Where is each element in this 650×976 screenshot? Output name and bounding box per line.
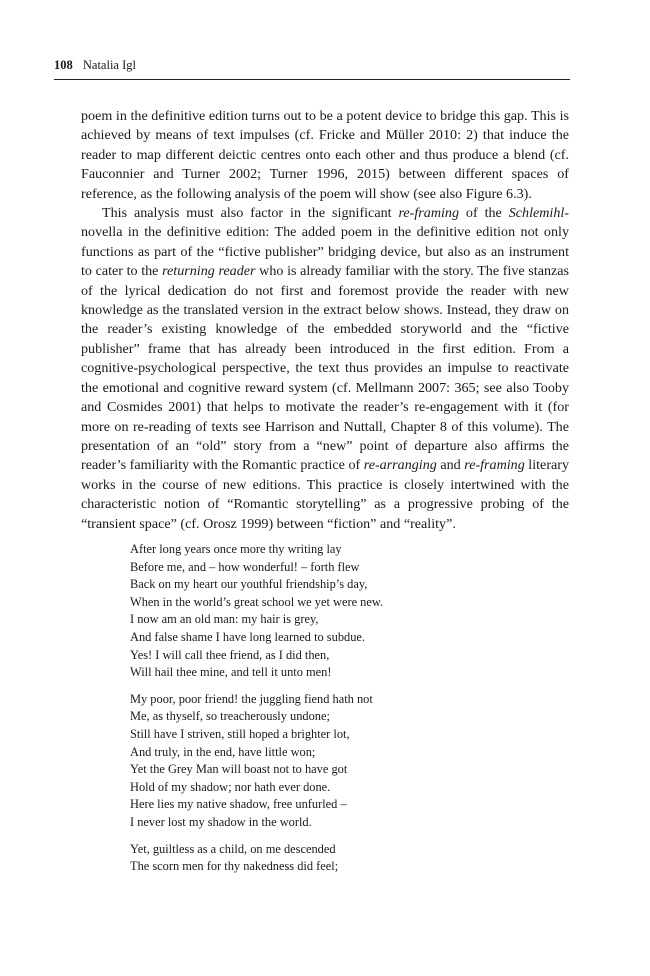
italic-text: Schlemihl- <box>508 205 570 222</box>
poem-line: Yet the Grey Man will boast not to have got <box>130 762 348 777</box>
italic-text: returning reader <box>162 263 256 280</box>
text-run: poem in the definitive edition turns out to be a potent device to bridge this gap. This is achieved by means of text impulses (cf. Fricke and Müller 2010: 2) that induce the reader to map different deictic centres onto each other and thus produce a blend (cf. Fauconnier and Turner 2002; Turner 1996, 2015) between different spaces of reference, as the following analysis of the poem will show (see also Figure 6.3). <box>81 108 569 202</box>
poem-line: Still have I striven, still hoped a brighter lot, <box>130 726 350 741</box>
poem-line: I now am an old man: my hair is grey, <box>130 612 319 627</box>
poem-line: Yes! I will call thee friend, as I did then, <box>130 647 330 662</box>
poem-stanza <box>130 541 550 682</box>
poem-line: Back on my heart our youthful friendship’s day, <box>130 577 368 592</box>
text-run: literary works in the course of new editions. This practice is closely intertwined with the characteristic notion of “Romantic storytelling” as a progressive probing of the “transient space” (cf. Orosz 1999) between “fiction” and “reality”. <box>81 457 570 532</box>
italic-text: re-framing <box>398 205 460 222</box>
poem-extract <box>130 541 550 885</box>
text-run: and <box>436 457 465 474</box>
poem-line: And false shame I have long learned to subdue. <box>130 629 366 644</box>
poem-line: The scorn men for thy nakedness did feel; <box>130 859 339 874</box>
poem-line: I never lost my shadow in the world. <box>130 814 312 829</box>
text-run: of the <box>459 205 509 222</box>
poem-line: And truly, in the end, have little won; <box>130 744 316 759</box>
poem-line: Me, as thyself, so treacherously undone; <box>130 709 330 724</box>
body-paragraph <box>81 107 569 204</box>
poem-line: When in the world’s great school we yet were new. <box>130 594 384 609</box>
body-paragraph <box>81 204 569 534</box>
italic-text: re-framing <box>464 457 525 474</box>
page-number: 108 <box>54 58 73 72</box>
poem-line: After long years once more thy writing lay <box>130 542 342 556</box>
poem-stanza <box>130 841 550 876</box>
poem-line: Yet, guiltless as a child, on me descended <box>130 841 336 856</box>
poem-line: Here lies my native shadow, free unfurled – <box>130 797 347 812</box>
poem-line: Hold of my shadow; nor hath ever done. <box>130 779 331 794</box>
poem-line: My poor, poor friend! the juggling fiend hath not <box>130 691 373 706</box>
italic-text: re-arranging <box>363 457 437 474</box>
body-text <box>81 107 569 534</box>
text-run: This analysis must also factor in the significant <box>102 205 399 222</box>
poem-line: Before me, and – how wonderful! – forth flew <box>130 559 360 574</box>
running-header <box>54 58 570 80</box>
poem-line: Will hail thee mine, and tell it unto men! <box>130 665 332 680</box>
text-run: novella in the definitive edition: The added poem in the definitive edition not only functions as part of the “fictive publisher” bridging device, but also as an instrument to cater to the <box>81 224 569 280</box>
running-header-author: Natalia Igl <box>82 58 136 72</box>
text-run: who is already familiar with the story. The five stanzas of the lyrical dedication do not first and foremost provide the reader with new knowledge as the translated version in the extract below shows. Instead, they draw on the reader’s existing knowledge of the embedded storyworld and the “fictive publisher” frame that has already been introduced in the first edition. From a cognitive-psychological perspective, the text thus provides an impulse to reactivate the emotional and cognitive reward system (cf. Mellmann 2007: 365; see also Tooby and Cosmides 2001) that helps to motivate the reader’s re-engagement with it (for more on re-reading of texts see Harrison and Nuttall, Chapter 8 of this volume). The presentation of an “old” story from a “new” point of departure also affirms the reader’s familiarity with the Romantic practice of <box>81 263 570 474</box>
poem-stanza <box>130 691 550 832</box>
